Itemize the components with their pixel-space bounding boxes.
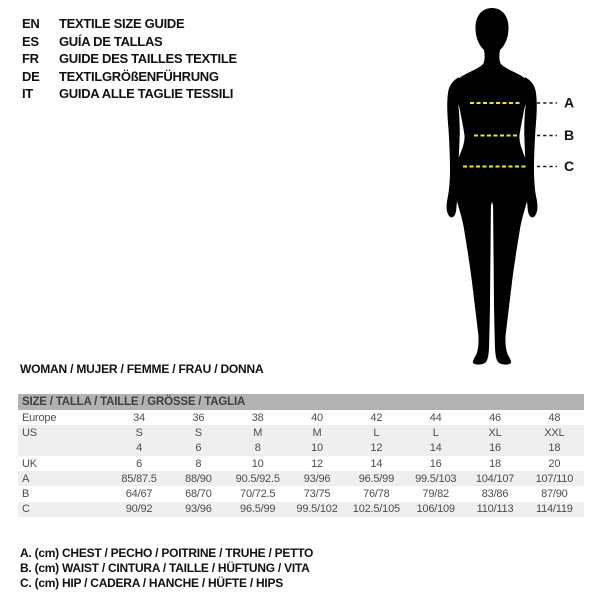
size-cell: 104/107 <box>475 472 515 485</box>
size-cell: 4 <box>136 442 142 455</box>
row-label: B <box>22 488 30 501</box>
lang-row-de <box>22 68 237 86</box>
size-table-row-a <box>18 471 584 486</box>
size-cell: 79/82 <box>422 488 449 501</box>
lang-row-fr <box>22 50 237 68</box>
size-cell: S <box>135 426 143 439</box>
size-cell: 99.5/103 <box>415 472 457 485</box>
measurement-legend <box>20 546 313 592</box>
size-cell: M <box>312 426 322 439</box>
size-cell: 10 <box>251 457 264 470</box>
size-cell: 106/109 <box>416 503 455 516</box>
size-cell: 76/78 <box>363 488 390 501</box>
lang-row-es <box>22 33 237 51</box>
size-cell: 12 <box>370 442 383 455</box>
lang-code: FR <box>22 51 39 67</box>
size-cell: 88/90 <box>185 472 212 485</box>
size-cell: 114/119 <box>535 503 573 516</box>
size-cell: 8 <box>195 457 202 470</box>
size-cell: 96.5/99 <box>240 503 276 516</box>
row-label: US <box>22 426 37 439</box>
size-cell: 10 <box>311 442 323 455</box>
measure-label-c: C <box>564 158 575 174</box>
size-cell: 8 <box>254 442 261 455</box>
size-cell: 38 <box>251 411 264 424</box>
size-cell: M <box>253 426 263 439</box>
woman-silhouette-svg <box>428 4 592 370</box>
row-label: Europe <box>22 411 57 424</box>
legend-line-a: A. (cm) CHEST / PECHO / POITRINE / TRUHE / PETTO <box>20 546 314 560</box>
size-cell: 90/92 <box>125 503 153 516</box>
legend-line-c: C. (cm) HIP / CADERA / HANCHE / HÜFTE / HIPS <box>20 576 284 591</box>
row-label: UK <box>22 457 37 470</box>
lang-title-text: TEXTILGRÖßENFÜHRUNG <box>59 68 219 84</box>
size-cell: L <box>373 426 380 439</box>
size-cell: 87/90 <box>541 488 568 501</box>
size-cell: XL <box>488 426 502 439</box>
size-cell: 70/72.5 <box>240 488 276 501</box>
size-table-row-us-numeric <box>18 441 584 456</box>
size-table-header: SIZE / TALLA / TAILLE / GRÖSSE / TAGLIA <box>18 394 584 410</box>
lang-row-en <box>22 15 237 33</box>
size-cell: 73/75 <box>303 488 331 501</box>
size-cell: 18 <box>489 457 501 470</box>
lang-code: DE <box>22 68 40 84</box>
size-cell: 102.5/105 <box>352 503 400 516</box>
size-cell: 68/70 <box>185 488 212 501</box>
size-table-row-uk <box>18 456 584 471</box>
size-cell: 93/96 <box>185 503 212 516</box>
size-cell: 44 <box>429 411 442 424</box>
size-cell: S <box>194 426 202 439</box>
size-cell: 93/96 <box>303 472 331 485</box>
size-cell: 85/87.5 <box>121 472 157 485</box>
size-cell: 34 <box>133 411 145 424</box>
size-cell: 110/113 <box>476 503 514 516</box>
language-title-block <box>22 15 237 103</box>
size-cell: 40 <box>311 411 323 424</box>
lang-title-text: GUIDE DES TAILLES TEXTILE <box>59 51 237 67</box>
size-cell: 16 <box>429 457 442 470</box>
legend-line-b: B. (cm) WAIST / CINTURA / TAILLE / HÜFTUNG / VITA <box>20 561 310 576</box>
size-cell: L <box>432 426 439 439</box>
measure-label-b: B <box>564 127 575 143</box>
size-cell: 48 <box>548 411 561 424</box>
woman-silhouette-figure <box>428 4 592 370</box>
lang-row-it <box>22 85 237 103</box>
size-cell: XXL <box>544 426 565 439</box>
size-table <box>18 394 584 517</box>
size-cell: 96.5/99 <box>358 472 394 485</box>
size-cell: 20 <box>548 457 561 470</box>
lang-title-text: GUÍA DE TALLAS <box>59 33 163 49</box>
lang-code: IT <box>22 86 33 102</box>
size-cell: 90.5/92.5 <box>235 472 280 485</box>
size-table-row-us <box>18 425 584 440</box>
silhouette-body <box>451 8 533 365</box>
size-cell: 46 <box>489 411 501 424</box>
row-label: C <box>22 503 30 516</box>
size-cell: 16 <box>489 442 501 455</box>
size-cell: 18 <box>548 442 561 455</box>
size-table-row-b <box>18 486 584 501</box>
size-cell: 64/67 <box>125 488 153 501</box>
size-table-row-c <box>18 502 584 517</box>
lang-title-text: GUIDA ALLE TAGLIE TESSILI <box>59 86 234 102</box>
row-label: A <box>22 472 30 485</box>
size-table-body <box>18 410 584 517</box>
lang-code: ES <box>22 33 39 49</box>
table-caption: WOMAN / MUJER / FEMME / FRAU / DONNA <box>20 362 264 376</box>
size-cell: 83/86 <box>481 488 509 501</box>
size-table-row-europe <box>18 410 584 425</box>
size-cell: 36 <box>192 411 205 424</box>
size-cell: 12 <box>311 457 323 470</box>
size-cell: 42 <box>370 411 383 424</box>
size-cell: 107/110 <box>535 472 574 485</box>
size-cell: 14 <box>429 442 442 455</box>
lang-title-text: TEXTILE SIZE GUIDE <box>59 16 185 32</box>
size-cell: 14 <box>370 457 383 470</box>
size-cell: 6 <box>195 442 202 455</box>
size-cell: 6 <box>136 457 142 470</box>
measure-label-a: A <box>564 94 575 111</box>
lang-code: EN <box>22 16 40 32</box>
size-cell: 99.5/102 <box>296 503 338 516</box>
